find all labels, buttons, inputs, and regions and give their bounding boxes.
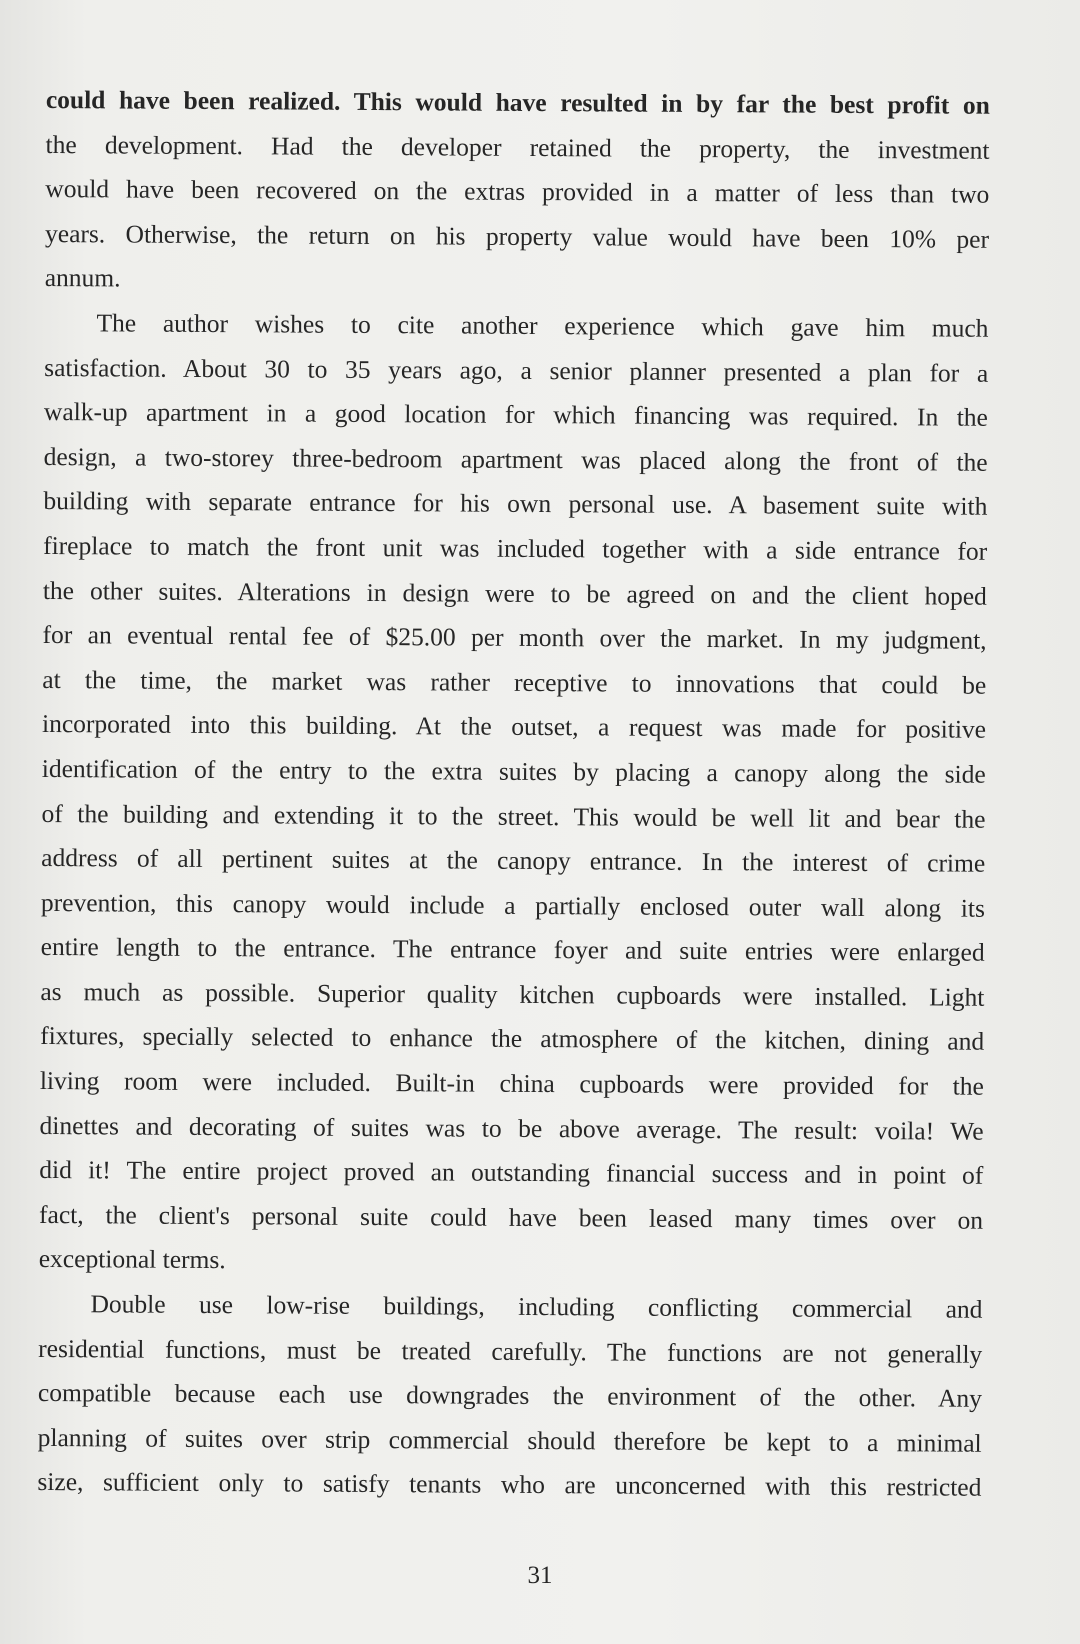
text-line: identification of the entry to the extra suites by placing a canopy along the side <box>41 753 986 789</box>
text-line: incorporated into this building. At the outset, a request was made for positive <box>41 709 987 745</box>
text-line: satisfaction. About 30 to 35 years ago, a senior planner presented a plan for a <box>44 352 989 388</box>
text-line: living room were included. Built-in china cupboards were provided for the <box>39 1066 984 1101</box>
text-line: the other suites. Alterations in design were to be agreed on and the client hoped <box>42 575 987 611</box>
text-line: for an eventual rental fee of $25.00 per month over the market. In my judgment, <box>42 620 987 655</box>
text-line: prevention, this canopy would include a partially enclosed outer wall along its <box>40 887 986 923</box>
text-line: planning of suites over strip commercial should therefore be kept to a minimal <box>37 1422 982 1458</box>
text-line: annum. <box>44 263 121 293</box>
text-line: fact, the client's personal suite could have been leased many times over on <box>38 1199 984 1235</box>
text-line: walk-up apartment in a good location for which financing was required. In the <box>43 397 989 432</box>
text-line: The author wishes to cite another experience which gave him much <box>96 308 989 343</box>
text-line: compatible because each use downgrades the environment of the other. Any <box>37 1378 983 1413</box>
text-line: residential functions, must be treated carefully. The functions are not generally <box>38 1333 983 1369</box>
paragraph <box>45 78 990 307</box>
text-line: at the time, the market was rather receptive to innovations that could be <box>42 664 987 700</box>
text-line: as much as possible. Superior quality kitchen cupboards were installed. Light <box>40 976 985 1012</box>
text-line: could have been realized. This would have resulted in by far the best profit on <box>45 84 990 120</box>
text-line: address of all pertinent suites at the canopy entrance. In the interest of crime <box>41 843 986 878</box>
text-line: size, sufficient only to satisfy tenants who are unconcerned with this restricted <box>37 1467 982 1503</box>
text-line: would have been recovered on the extras provided in a matter of less than two <box>45 174 990 209</box>
text-line: fireplace to match the front unit was included together with a side entrance for <box>43 530 988 566</box>
text-line: dinettes and decorating of suites was to be above average. The result: voila! We <box>39 1110 984 1146</box>
text-line: design, a two-storey three-bedroom apartment was placed along the front of the <box>43 441 988 477</box>
text-line: of the building and extending it to the street. This would be well lit and bear the <box>41 798 986 834</box>
text-line: did it! The entire project proved an outstanding financial success and in point of <box>39 1155 984 1190</box>
paragraph <box>37 1282 982 1511</box>
text-line: Double use low-rise buildings, including conflicting commercial and <box>90 1289 983 1324</box>
page-number: 31 <box>527 1562 553 1589</box>
text-line: the development. Had the developer retained the property, the investment <box>45 129 990 165</box>
text-line: years. Otherwise, the return on his property value would have been 10% per <box>44 218 990 254</box>
text-line: entire length to the entrance. The entrance foyer and suite entries were enlarged <box>40 932 985 968</box>
body-text <box>37 78 990 1511</box>
text-line: exceptional terms. <box>38 1244 226 1275</box>
paragraph <box>39 301 989 1288</box>
text-line: building with separate entrance for his own personal use. A basement suite with <box>43 486 988 522</box>
text-line: fixtures, specially selected to enhance the atmosphere of the kitchen, dining and <box>40 1021 985 1057</box>
